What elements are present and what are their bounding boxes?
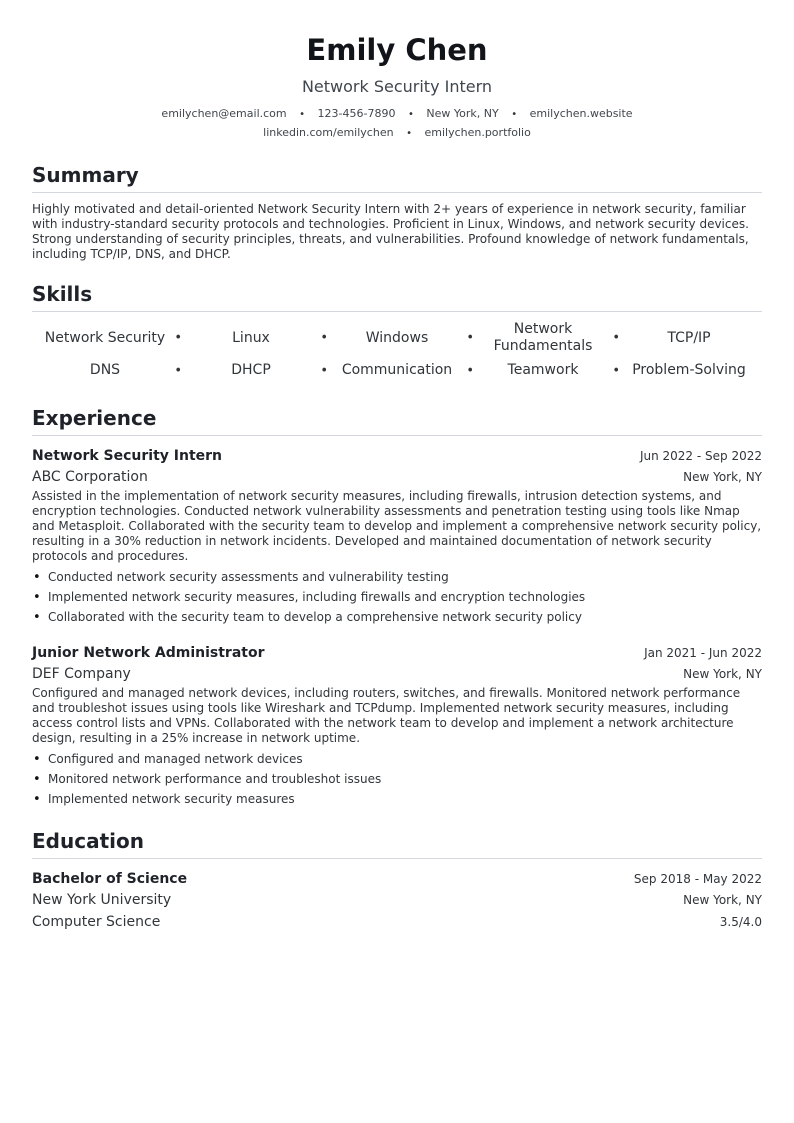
entry-org-row bbox=[32, 663, 762, 685]
school-location: New York, NY bbox=[683, 893, 762, 907]
bullet-text: Conducted network security assessments and vulnerability testing bbox=[48, 570, 449, 584]
skill-label: Network Fundamentals bbox=[493, 321, 593, 354]
contact-linkedin[interactable]: linkedin.com/emilychen bbox=[263, 126, 394, 139]
skill-label: Linux bbox=[232, 329, 270, 346]
job-bullets bbox=[32, 567, 762, 627]
skill-item bbox=[324, 355, 474, 386]
bullet-text: Implemented network security measures bbox=[48, 792, 295, 806]
skill-item bbox=[616, 355, 762, 386]
section-title-education: Education bbox=[32, 828, 762, 859]
skill-item bbox=[32, 355, 182, 386]
skills-section bbox=[32, 281, 762, 386]
skill-label: DHCP bbox=[231, 362, 271, 378]
skill-item bbox=[616, 321, 762, 355]
skill-item bbox=[32, 321, 182, 355]
contact-location: New York, NY bbox=[426, 107, 499, 120]
separator-dot: • bbox=[511, 109, 518, 120]
school-name: New York University bbox=[32, 892, 172, 908]
bullet-icon: • bbox=[33, 610, 41, 625]
separator-dot: • bbox=[320, 330, 328, 346]
skill-label: Windows bbox=[365, 329, 429, 346]
experience-entry bbox=[32, 643, 762, 809]
job-title: Network Security Intern bbox=[32, 448, 223, 464]
entry-header-row bbox=[32, 446, 762, 466]
entry-org-row bbox=[32, 466, 762, 488]
separator-dot: • bbox=[174, 363, 182, 378]
degree-name: Bachelor of Science bbox=[32, 871, 188, 887]
summary-text: Highly motivated and detail-oriented Network Security Intern with 2+ years of experience in network security, familiar with industry-standard security protocols and technologies. Proficient in Linux, Windows, and network security devices. Strong understanding of security principles, threats, and vulnerabilities. Profound knowledge of network fundamentals, including TCP/IP, DNS, and DHCP. bbox=[32, 202, 749, 261]
company-name: DEF Company bbox=[32, 666, 131, 682]
separator-dot: • bbox=[406, 128, 412, 139]
education-entry bbox=[32, 869, 762, 933]
list-item bbox=[32, 749, 762, 769]
entry-school-row bbox=[32, 889, 762, 911]
bullet-icon: • bbox=[33, 752, 41, 767]
separator-dot: • bbox=[612, 363, 620, 378]
job-description: Assisted in the implementation of network security measures, including firewalls, intrusion detection systems, and encryption technologies. Conducted network vulnerability assessments and penetration testing using tools like Nmap and Metasploit. Collaborated with the security team to develop and implement a comprehensive network security policy, resulting in a 30% reduction in network incidents. Developed and maintained documentation of network security protocols and procedures. bbox=[32, 489, 762, 563]
company-name: ABC Corporation bbox=[32, 469, 148, 485]
section-title-summary: Summary bbox=[32, 162, 762, 193]
skill-item bbox=[470, 321, 620, 355]
list-item bbox=[32, 567, 762, 587]
job-location: New York, NY bbox=[683, 667, 762, 681]
skill-item bbox=[178, 321, 328, 355]
skills-grid bbox=[32, 321, 762, 386]
skill-label: TCP/IP bbox=[667, 329, 711, 346]
separator-dot: • bbox=[466, 330, 474, 346]
bullet-icon: • bbox=[33, 590, 41, 605]
skill-label: DNS bbox=[89, 362, 121, 378]
contact-line-2 bbox=[32, 124, 762, 143]
bullet-text: Implemented network security measures, including firewalls and encryption technologies bbox=[48, 590, 586, 604]
skill-label: Problem-Solving bbox=[632, 362, 746, 378]
experience-entry bbox=[32, 446, 762, 627]
list-item bbox=[32, 607, 762, 627]
job-dates: Jun 2022 - Sep 2022 bbox=[639, 449, 762, 463]
list-item bbox=[32, 587, 762, 607]
separator-dot: • bbox=[299, 109, 306, 120]
entry-field-row bbox=[32, 911, 762, 933]
separator-dot: • bbox=[466, 363, 474, 378]
section-title-skills: Skills bbox=[32, 281, 762, 312]
list-item bbox=[32, 789, 762, 809]
contact-email[interactable]: emilychen@email.com bbox=[161, 107, 287, 120]
education-section bbox=[32, 828, 762, 933]
section-title-experience: Experience bbox=[32, 405, 762, 436]
separator-dot: • bbox=[612, 330, 620, 346]
contact-phone: 123-456-7890 bbox=[317, 107, 396, 120]
contact-line-1 bbox=[32, 105, 762, 124]
entry-header-row bbox=[32, 869, 762, 889]
experience-section bbox=[32, 405, 762, 809]
candidate-name: Emily Chen bbox=[306, 33, 488, 67]
skill-label: Communication bbox=[341, 362, 453, 378]
field-of-study: Computer Science bbox=[32, 914, 161, 930]
job-title: Junior Network Administrator bbox=[32, 645, 265, 661]
bullet-icon: • bbox=[33, 792, 41, 807]
bullet-text: Collaborated with the security team to develop a comprehensive network security policy bbox=[48, 610, 582, 624]
contact-website[interactable]: emilychen.website bbox=[529, 107, 633, 120]
skill-label: Network Security bbox=[44, 329, 166, 346]
job-bullets bbox=[32, 749, 762, 809]
bullet-icon: • bbox=[33, 570, 41, 585]
gpa-value: 3.5/4.0 bbox=[719, 915, 762, 929]
summary-section bbox=[32, 162, 762, 262]
separator-dot: • bbox=[320, 363, 328, 378]
contact-portfolio[interactable]: emilychen.portfolio bbox=[424, 126, 531, 139]
separator-dot: • bbox=[407, 109, 414, 120]
job-dates: Jan 2021 - Jun 2022 bbox=[644, 646, 762, 660]
job-location: New York, NY bbox=[683, 470, 762, 484]
resume-header bbox=[32, 30, 762, 143]
bullet-icon: • bbox=[33, 772, 41, 787]
list-item bbox=[32, 769, 762, 789]
skill-item bbox=[178, 355, 328, 386]
bullet-text: Monitored network performance and troubleshot issues bbox=[48, 772, 382, 786]
entry-header-row bbox=[32, 643, 762, 663]
bullet-text: Configured and managed network devices bbox=[48, 752, 303, 766]
job-description: Configured and managed network devices, including routers, switches, and firewalls. Monitored network performance and troubleshot issues using tools like Wireshark and TCPdump. Implemented network security measures, including access control lists and VPNs. Collaborated with the network team to develop and implement a network architecture design, resulting in a 25% increase in network uptime. bbox=[32, 686, 741, 745]
skill-item bbox=[470, 355, 620, 386]
separator-dot: • bbox=[174, 330, 182, 346]
skill-label: Teamwork bbox=[507, 362, 579, 378]
candidate-role: Network Security Intern bbox=[301, 77, 493, 96]
skill-item bbox=[324, 321, 474, 355]
education-dates: Sep 2018 - May 2022 bbox=[633, 872, 762, 886]
